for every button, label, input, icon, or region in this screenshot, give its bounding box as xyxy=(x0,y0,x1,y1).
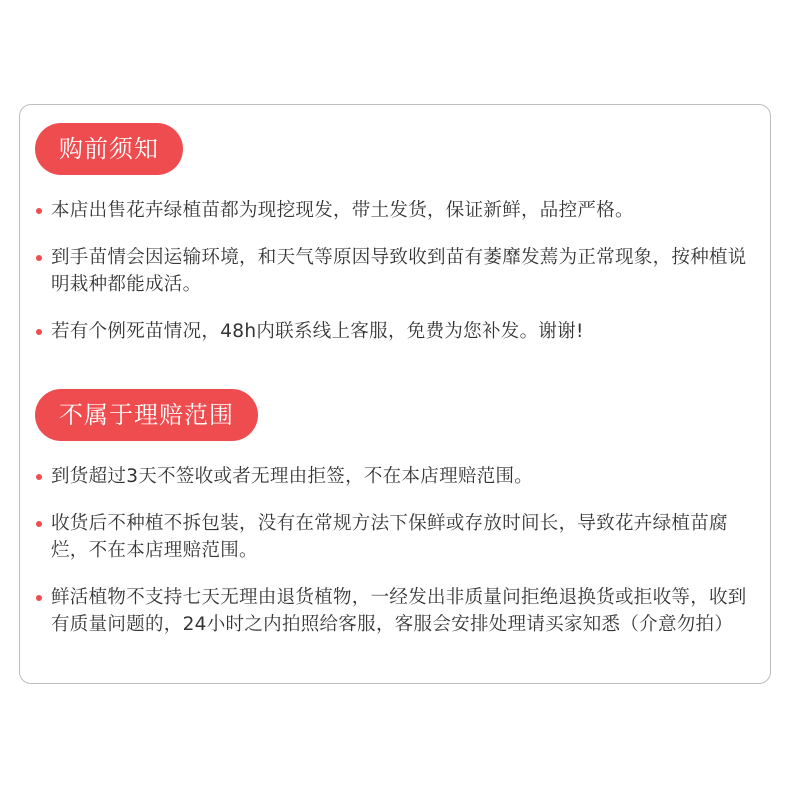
notice-card xyxy=(19,104,771,684)
bullet-dot-icon xyxy=(36,521,42,527)
list-item-text: 若有个例死苗情况，48h内联系线上客服，免费为您补发。谢谢! xyxy=(51,321,584,342)
bullet-dot-icon xyxy=(36,474,42,480)
list-item-text: 鲜活植物不支持七天无理由退货植物，一经发出非质量问拒绝退换货或拒收等，收到有质量问题的，24小时之内拍照给客服，客服会安排处理请买家知悉（介意勿拍） xyxy=(51,587,747,635)
list-item-text: 收货后不种植不拆包装，没有在常规方法下保鲜或存放时间长，导致花卉绿植苗腐烂，不在本店理赔范围。 xyxy=(51,513,728,561)
bullet-dot-icon xyxy=(36,208,42,214)
list-item xyxy=(34,318,754,345)
list-item xyxy=(34,244,754,298)
list-item-text: 到货超过3天不签收或者无理由拒签，不在本店理赔范围。 xyxy=(51,466,534,487)
notice-list xyxy=(34,463,754,658)
list-item xyxy=(34,463,754,490)
section-title-badge: 购前须知 xyxy=(35,123,183,175)
bullet-dot-icon xyxy=(36,255,42,261)
list-item xyxy=(34,584,754,638)
list-item xyxy=(34,197,754,224)
list-item xyxy=(34,510,754,564)
section-title-badge: 不属于理赔范围 xyxy=(35,389,258,441)
list-item-text: 本店出售花卉绿植苗都为现挖现发，带土发货，保证新鲜，品控严格。 xyxy=(51,200,634,221)
list-item-text: 到手苗情会因运输环境，和天气等原因导致收到苗有萎靡发蔫为正常现象，按种植说明栽种都能成活。 xyxy=(51,247,747,295)
bullet-dot-icon xyxy=(36,595,42,601)
bullet-dot-icon xyxy=(36,329,42,335)
notice-list xyxy=(34,197,754,365)
